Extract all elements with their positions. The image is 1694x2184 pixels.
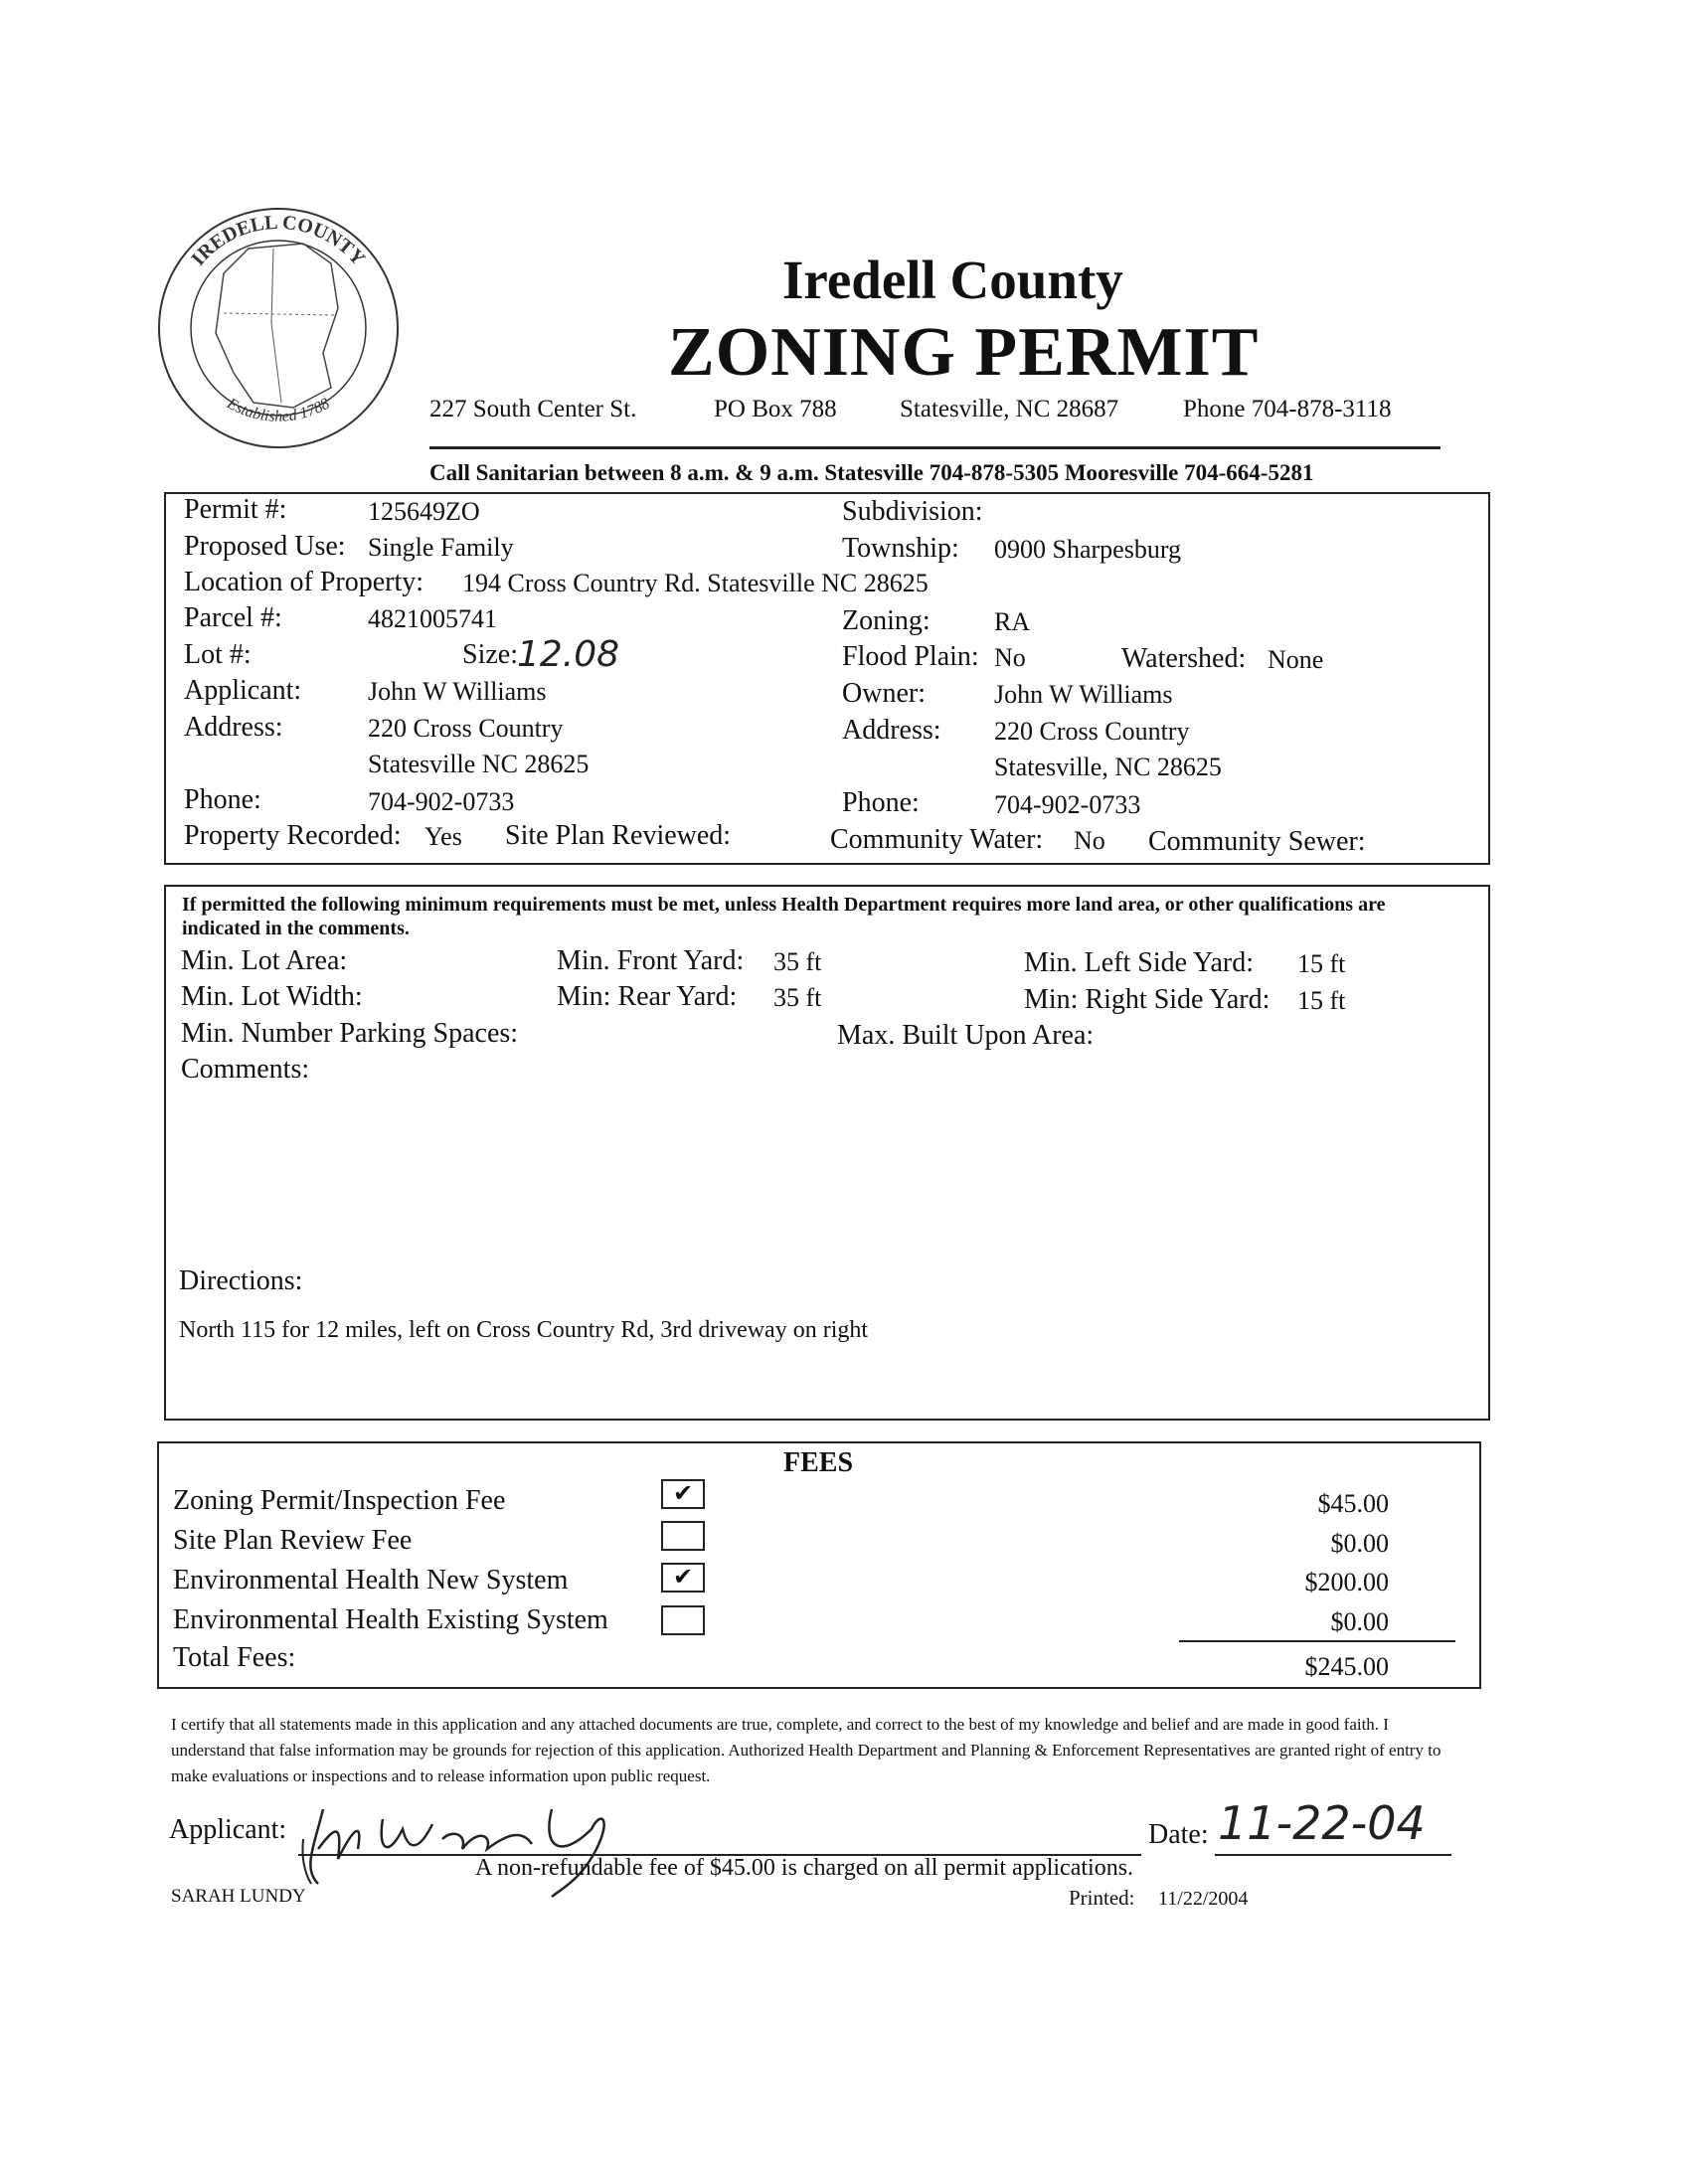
parcel-value: 4821005741 <box>368 604 497 633</box>
flood-plain-label: Flood Plain: <box>842 641 979 672</box>
min-right-side-value: 15 ft <box>1297 986 1346 1015</box>
min-lot-width-label: Min. Lot Width: <box>181 981 363 1012</box>
owner-phone-value: 704-902-0733 <box>994 790 1141 819</box>
sanitarian-notice: Call Sanitarian between 8 a.m. & 9 a.m. Statesville 704-878-5305 Mooresville 704-664-5281 <box>429 460 1314 485</box>
nonrefundable-notice: A non-refundable fee of $45.00 is charged on all permit applications. <box>475 1855 1134 1881</box>
community-water-value: No <box>1074 826 1105 855</box>
min-front-yard-label: Min. Front Yard: <box>557 945 745 976</box>
fee-label-site-plan: Site Plan Review Fee <box>173 1525 413 1556</box>
min-left-side-value: 15 ft <box>1297 949 1346 978</box>
owner-address-line1: 220 Cross Country <box>994 717 1190 746</box>
location-value: 194 Cross Country Rd. Statesville NC 28625 <box>462 569 929 597</box>
document-title: ZONING PERMIT <box>668 314 1260 391</box>
owner-phone-label: Phone: <box>842 787 920 818</box>
zoning-value: RA <box>994 607 1031 636</box>
requirements-note: If permitted the following minimum requirements must be met, unless Health Department requires more land area, or other qualifications are indicated in the comments. <box>182 894 1386 939</box>
applicant-address-line1: 220 Cross Country <box>368 714 564 743</box>
proposed-use-value: Single Family <box>368 533 514 562</box>
fee-label-env-existing: Environmental Health Existing System <box>173 1604 608 1635</box>
fee-checkbox-env-existing[interactable] <box>661 1605 705 1635</box>
min-rear-yard-value: 35 ft <box>773 983 822 1012</box>
permit-no-value: 125649ZO <box>368 497 480 526</box>
applicant-phone-label: Phone: <box>184 784 261 815</box>
owner-address-label: Address: <box>842 715 941 746</box>
total-fees-label: Total Fees: <box>173 1642 296 1673</box>
applicant-label: Applicant: <box>184 675 302 706</box>
applicant-value: John W Williams <box>368 677 547 706</box>
property-recorded-label: Property Recorded: <box>184 820 402 851</box>
fee-label-zoning: Zoning Permit/Inspection Fee <box>173 1485 506 1516</box>
office-city: Statesville, NC 28687 <box>900 396 1119 422</box>
min-front-yard-value: 35 ft <box>773 947 822 976</box>
parcel-label: Parcel #: <box>184 602 282 633</box>
owner-address-line2: Statesville, NC 28625 <box>994 753 1222 781</box>
fee-checkbox-site-plan[interactable] <box>661 1521 705 1551</box>
property-info-box <box>164 492 1490 865</box>
directions-text: North 115 for 12 miles, left on Cross Country Rd, 3rd driveway on right <box>179 1317 869 1343</box>
office-street: 227 South Center St. <box>429 396 637 422</box>
subdivision-label: Subdivision: <box>842 496 983 527</box>
office-phone: Phone 704-878-3118 <box>1183 396 1392 422</box>
county-name: Iredell County <box>782 250 1123 310</box>
min-lot-area-label: Min. Lot Area: <box>181 945 348 976</box>
township-value: 0900 Sharpesburg <box>994 535 1182 564</box>
applicant-address-label: Address: <box>184 712 283 743</box>
office-po-box: PO Box 788 <box>714 396 837 422</box>
owner-label: Owner: <box>842 678 926 709</box>
property-recorded-value: Yes <box>424 822 462 851</box>
applicant-address-line2: Statesville NC 28625 <box>368 750 590 778</box>
seal-top-text: IREDELL COUNTY <box>187 211 370 270</box>
seal-bottom-text: Established 1788 <box>224 395 333 425</box>
directions-label: Directions: <box>179 1265 303 1296</box>
township-label: Township: <box>842 533 959 564</box>
max-built-upon-label: Max. Built Upon Area: <box>837 1020 1095 1051</box>
min-parking-label: Min. Number Parking Spaces: <box>181 1018 519 1049</box>
watershed-label: Watershed: <box>1121 643 1247 674</box>
applicant-phone-value: 704-902-0733 <box>368 787 515 816</box>
lot-label: Lot #: <box>184 639 252 670</box>
printed-label: Printed: <box>1069 1886 1135 1910</box>
fee-checkbox-zoning[interactable]: ✔ <box>661 1479 705 1509</box>
proposed-use-label: Proposed Use: <box>184 531 346 562</box>
fee-checkbox-env-new[interactable]: ✔ <box>661 1563 705 1593</box>
flood-plain-value: No <box>994 643 1026 672</box>
size-handwritten: 12.08 <box>517 634 620 675</box>
header-rule <box>429 446 1440 449</box>
applicant-signature <box>293 1789 711 1899</box>
fee-amount-zoning: $45.00 <box>1317 1489 1389 1518</box>
permit-no-label: Permit #: <box>184 494 287 525</box>
fee-amount-site-plan: $0.00 <box>1330 1529 1389 1558</box>
date-line <box>1215 1854 1451 1856</box>
location-label: Location of Property: <box>184 567 424 597</box>
applicant-signature-label: Applicant: <box>169 1814 287 1845</box>
owner-value: John W Williams <box>994 680 1173 709</box>
zoning-label: Zoning: <box>842 605 931 636</box>
date-label: Date: <box>1148 1819 1209 1850</box>
total-fees-amount: $245.00 <box>1304 1652 1389 1681</box>
community-water-label: Community Water: <box>830 824 1044 855</box>
county-seal-logo <box>154 204 403 452</box>
comments-label: Comments: <box>181 1054 310 1085</box>
fees-title: FEES <box>783 1447 854 1478</box>
printed-date: 11/22/2004 <box>1158 1888 1249 1910</box>
min-left-side-label: Min. Left Side Yard: <box>1024 947 1254 978</box>
min-right-side-label: Min: Right Side Yard: <box>1024 984 1270 1015</box>
certification-text: I certify that all statements made in this application and any attached documents are true, complete, and correct to the best of my knowledge and belief and are made in good faith. I understand that false information may be grounds for rejection of this application. Authorized Health Department and Planning & Enforcement Representatives are granted right of entry to make evaluations or inspections and to release information upon public request. <box>171 1715 1441 1785</box>
watershed-value: None <box>1268 645 1324 674</box>
community-sewer-label: Community Sewer: <box>1148 826 1366 857</box>
fee-amount-env-new: $200.00 <box>1304 1568 1389 1596</box>
min-rear-yard-label: Min: Rear Yard: <box>557 981 738 1012</box>
site-plan-reviewed-label: Site Plan Reviewed: <box>505 820 732 851</box>
fees-subtotal-rule <box>1179 1640 1455 1642</box>
fee-amount-env-existing: $0.00 <box>1330 1607 1389 1636</box>
fee-label-env-new: Environmental Health New System <box>173 1565 569 1596</box>
size-label: Size: <box>462 639 518 670</box>
date-handwritten: 11-22-04 <box>1218 1796 1426 1850</box>
staff-name: SARAH LUNDY <box>171 1886 306 1907</box>
svg-text:Established 1788 <box>224 395 333 425</box>
